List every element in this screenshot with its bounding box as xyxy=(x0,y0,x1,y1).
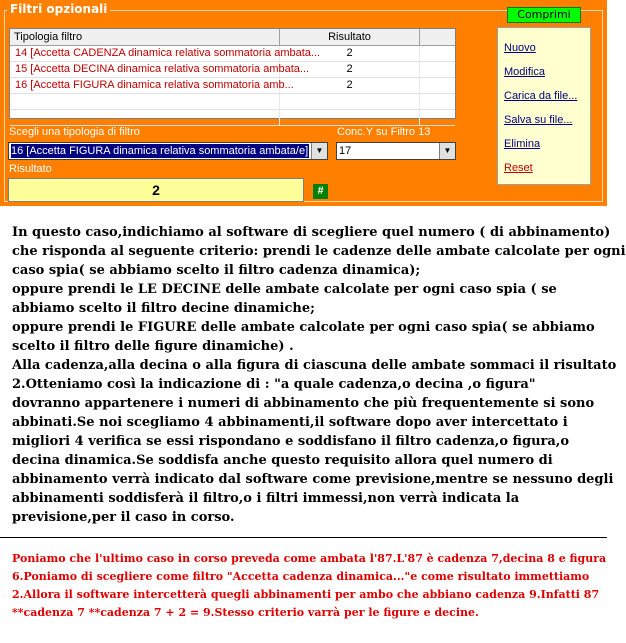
text-line: abbinati.Se noi scegliamo 4 abbinamenti,il software dopo aver intercettato i xyxy=(12,415,568,430)
filter-type-select[interactable] xyxy=(8,142,328,160)
table-row[interactable] xyxy=(10,62,455,78)
result-field[interactable]: 2 xyxy=(8,178,304,202)
text-line: In questo caso,indichiamo al software di scegliere quel numero ( di abbinamento) xyxy=(12,225,611,240)
example-text xyxy=(12,550,607,622)
text-line: abbiamo scelto il filtro decine dinamiche; xyxy=(12,301,315,316)
load-from-file-link[interactable]: Carica da file... xyxy=(504,90,578,102)
divider xyxy=(0,537,607,538)
text-line: 2.Otteniamo così la indicazione di : "a quale cadenza,o decina ,o figura" xyxy=(12,377,536,392)
example-line: 2.Allora il software intercetterà quegli abbinamenti per ambo che abbiano cadenza 9.Infatti 87 xyxy=(12,588,600,601)
text-line: caso spia( se abbiamo scelto il filtro cadenza dinamica); xyxy=(12,263,421,278)
column-header-result[interactable]: Risultato xyxy=(280,29,420,45)
text-line: dovranno appartenere i numeri di abbinamento che più frequentemente si sono xyxy=(12,396,595,411)
chevron-down-icon[interactable]: ▼ xyxy=(439,143,455,159)
filters-grid[interactable] xyxy=(9,28,456,119)
grid-header xyxy=(10,29,455,46)
conc-label: Conc.Y su Filtro 13 xyxy=(337,126,431,138)
row-result-cell: 2 xyxy=(280,46,420,61)
table-row-empty[interactable] xyxy=(10,110,455,126)
hash-button[interactable]: # xyxy=(313,184,328,199)
row-filter-cell: 14 [Accetta CADENZA dinamica relativa sommatoria ambata... xyxy=(10,46,280,61)
table-row[interactable] xyxy=(10,78,455,94)
edit-link[interactable]: Modifica xyxy=(504,66,545,78)
delete-link[interactable]: Elimina xyxy=(504,138,541,150)
text-line: previsione,per il caso in corso. xyxy=(12,510,235,525)
text-line: scelto il filtro delle figure dinamiche) . xyxy=(12,339,294,354)
text-line: oppure prendi le FIGURE delle ambate calcolate per ogni caso spia( se abbiamo xyxy=(12,320,595,335)
new-link[interactable]: Nuovo xyxy=(504,42,536,54)
text-line: che risponda al seguente criterio: prendi le cadenze delle ambate calcolate per ogni xyxy=(12,244,626,259)
text-line: migliori 4 verifica se essi rispondano e soddisfano il filtro cadenza,o figura,o xyxy=(12,434,569,449)
column-header-empty xyxy=(420,29,455,45)
collapse-button[interactable]: Comprimi xyxy=(507,7,581,23)
text-line: abbinamento verrà indicato dal software come previsione,mentre se nessuno degli xyxy=(12,472,614,487)
row-result-cell: 2 xyxy=(280,62,420,77)
text-line: Alla cadenza,alla decina o alla figura di ciascuna delle ambate sommaci il risultato xyxy=(12,358,617,373)
table-row[interactable] xyxy=(10,46,455,62)
panel-title: Filtri opzionali xyxy=(7,2,110,16)
text-line: oppure prendi le LE DECINE delle ambate calcolate per ogni caso spia ( se xyxy=(12,282,557,297)
text-line: abbinamenti soddisferà il filtro,o i filtri immessi,non verrà indicata la xyxy=(12,491,520,506)
filter-type-label: Scegli una tipologia di filtro xyxy=(9,126,140,138)
result-label: Risultato xyxy=(9,163,52,175)
example-line: **cadenza 7 **cadenza 7 + 2 = 9.Stesso criterio varrà per le figure e decine. xyxy=(12,606,479,619)
column-header-filter-type[interactable]: Tipologia filtro xyxy=(10,29,280,45)
conc-select[interactable] xyxy=(336,142,456,160)
optional-filters-panel xyxy=(0,0,607,206)
row-filter-cell: 15 [Accetta DECINA dinamica relativa sommatoria ambata... xyxy=(10,62,280,77)
conc-value: 17 xyxy=(339,145,352,157)
row-result-cell: 2 xyxy=(280,78,420,93)
example-line: Poniamo che l'ultimo caso in corso preveda come ambata l'87.L'87 è cadenza 7,decina 8 e figura xyxy=(12,552,607,565)
example-line: 6.Poniamo di scegliere come filtro "Accetta cadenza dinamica..."e come risultato immettiamo xyxy=(12,570,590,583)
chevron-down-icon[interactable]: ▼ xyxy=(311,143,327,159)
explanation-text xyxy=(12,223,626,527)
save-to-file-link[interactable]: Salva su file... xyxy=(504,114,573,126)
table-row-empty[interactable] xyxy=(10,94,455,110)
reset-link[interactable]: Reset xyxy=(504,162,533,174)
row-filter-cell: 16 [Accetta FIGURA dinamica relativa sommatoria amb... xyxy=(10,78,280,93)
filter-type-value: 16 [Accetta FIGURA dinamica relativa sommatoria ambata/e] xyxy=(11,145,309,157)
text-line: decina dinamica.Se soddisfa anche questo requisito allora quel numero di xyxy=(12,453,553,468)
actions-box xyxy=(497,27,591,185)
